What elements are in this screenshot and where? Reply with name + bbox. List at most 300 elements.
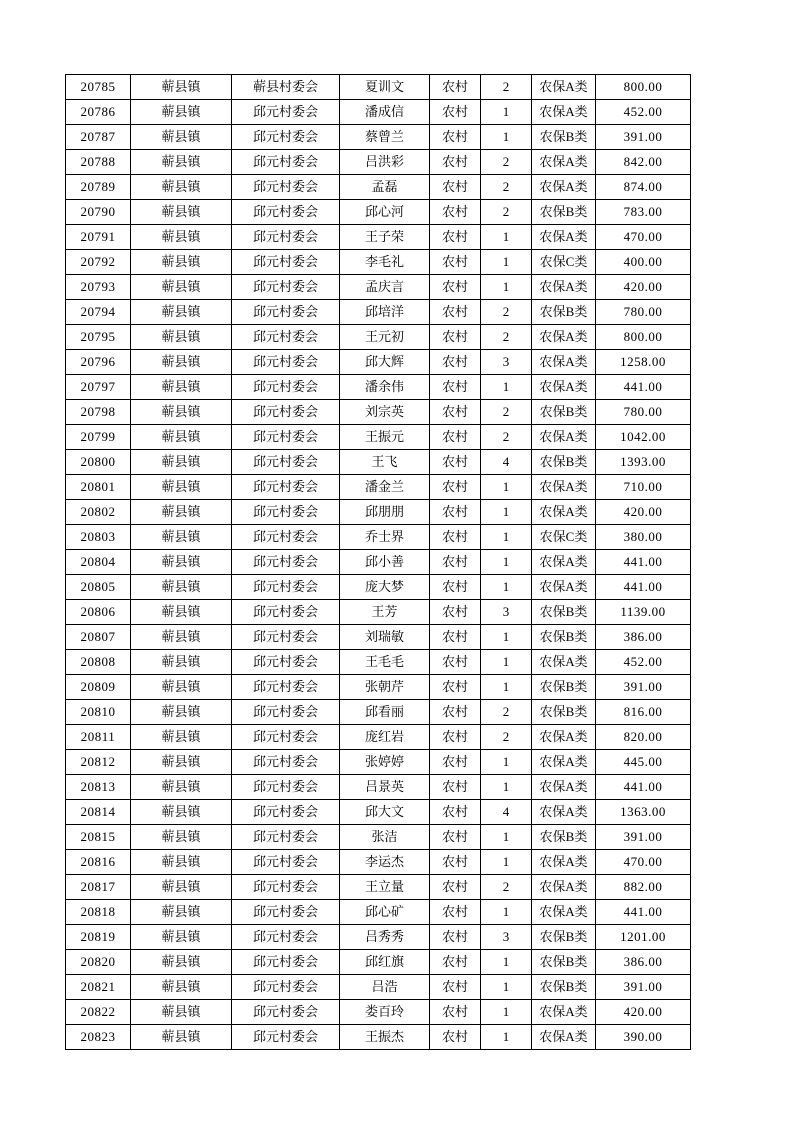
cell-amount: 452.00 [596, 100, 691, 125]
cell-amount: 380.00 [596, 525, 691, 550]
cell-amount: 441.00 [596, 375, 691, 400]
cell-town: 蕲县镇 [131, 825, 232, 850]
cell-record-id: 20795 [66, 325, 131, 350]
cell-village-committee: 邱元村委会 [232, 350, 340, 375]
cell-insurance-category: 农保A类 [532, 900, 596, 925]
cell-town: 蕲县镇 [131, 1025, 232, 1050]
cell-village-committee: 邱元村委会 [232, 450, 340, 475]
cell-insurance-category: 农保A类 [532, 375, 596, 400]
cell-residence-type: 农村 [430, 825, 481, 850]
cell-person-name: 邱大文 [340, 800, 430, 825]
cell-residence-type: 农村 [430, 225, 481, 250]
table-row [66, 150, 691, 175]
cell-amount: 816.00 [596, 700, 691, 725]
cell-person-count: 1 [481, 1000, 532, 1025]
cell-person-name: 王振元 [340, 425, 430, 450]
cell-insurance-category: 农保A类 [532, 350, 596, 375]
cell-amount: 470.00 [596, 225, 691, 250]
cell-person-count: 2 [481, 200, 532, 225]
cell-village-committee: 邱元村委会 [232, 225, 340, 250]
cell-person-name: 王振杰 [340, 1025, 430, 1050]
cell-person-name: 孟磊 [340, 175, 430, 200]
cell-residence-type: 农村 [430, 650, 481, 675]
cell-amount: 390.00 [596, 1025, 691, 1050]
table-row [66, 550, 691, 575]
cell-town: 蕲县镇 [131, 600, 232, 625]
cell-person-name: 张朝芹 [340, 675, 430, 700]
cell-town: 蕲县镇 [131, 875, 232, 900]
cell-amount: 441.00 [596, 575, 691, 600]
cell-record-id: 20818 [66, 900, 131, 925]
cell-person-name: 邱朋朋 [340, 500, 430, 525]
table-row [66, 100, 691, 125]
cell-town: 蕲县镇 [131, 950, 232, 975]
cell-residence-type: 农村 [430, 125, 481, 150]
cell-person-name: 吕景英 [340, 775, 430, 800]
cell-residence-type: 农村 [430, 875, 481, 900]
cell-amount: 452.00 [596, 650, 691, 675]
cell-record-id: 20790 [66, 200, 131, 225]
cell-record-id: 20822 [66, 1000, 131, 1025]
cell-record-id: 20787 [66, 125, 131, 150]
cell-amount: 842.00 [596, 150, 691, 175]
cell-record-id: 20797 [66, 375, 131, 400]
cell-record-id: 20789 [66, 175, 131, 200]
cell-residence-type: 农村 [430, 675, 481, 700]
cell-record-id: 20803 [66, 525, 131, 550]
cell-person-name: 王立量 [340, 875, 430, 900]
cell-person-name: 刘瑞敏 [340, 625, 430, 650]
cell-amount: 400.00 [596, 250, 691, 275]
cell-town: 蕲县镇 [131, 150, 232, 175]
cell-residence-type: 农村 [430, 300, 481, 325]
table-row [66, 525, 691, 550]
cell-town: 蕲县镇 [131, 625, 232, 650]
table-row [66, 475, 691, 500]
cell-person-count: 1 [481, 275, 532, 300]
cell-person-count: 3 [481, 925, 532, 950]
cell-residence-type: 农村 [430, 100, 481, 125]
cell-town: 蕲县镇 [131, 450, 232, 475]
cell-amount: 391.00 [596, 825, 691, 850]
cell-residence-type: 农村 [430, 200, 481, 225]
cell-record-id: 20811 [66, 725, 131, 750]
cell-record-id: 20792 [66, 250, 131, 275]
table-row [66, 175, 691, 200]
cell-person-count: 1 [481, 775, 532, 800]
cell-person-count: 1 [481, 650, 532, 675]
cell-record-id: 20798 [66, 400, 131, 425]
cell-village-committee: 邱元村委会 [232, 325, 340, 350]
table-row [66, 900, 691, 925]
cell-residence-type: 农村 [430, 525, 481, 550]
cell-village-committee: 邱元村委会 [232, 925, 340, 950]
cell-residence-type: 农村 [430, 375, 481, 400]
cell-person-count: 1 [481, 825, 532, 850]
cell-residence-type: 农村 [430, 400, 481, 425]
cell-town: 蕲县镇 [131, 1000, 232, 1025]
cell-amount: 420.00 [596, 1000, 691, 1025]
cell-amount: 386.00 [596, 625, 691, 650]
cell-residence-type: 农村 [430, 900, 481, 925]
cell-amount: 710.00 [596, 475, 691, 500]
cell-person-name: 李毛礼 [340, 250, 430, 275]
cell-record-id: 20808 [66, 650, 131, 675]
cell-residence-type: 农村 [430, 500, 481, 525]
cell-person-count: 2 [481, 725, 532, 750]
cell-insurance-category: 农保A类 [532, 175, 596, 200]
table-row [66, 300, 691, 325]
cell-insurance-category: 农保A类 [532, 850, 596, 875]
cell-amount: 780.00 [596, 400, 691, 425]
cell-residence-type: 农村 [430, 175, 481, 200]
cell-record-id: 20814 [66, 800, 131, 825]
cell-town: 蕲县镇 [131, 675, 232, 700]
cell-insurance-category: 农保A类 [532, 100, 596, 125]
cell-amount: 441.00 [596, 775, 691, 800]
cell-insurance-category: 农保A类 [532, 425, 596, 450]
cell-record-id: 20796 [66, 350, 131, 375]
cell-village-committee: 邱元村委会 [232, 550, 340, 575]
cell-person-count: 2 [481, 150, 532, 175]
cell-record-id: 20819 [66, 925, 131, 950]
cell-residence-type: 农村 [430, 75, 481, 100]
cell-person-count: 1 [481, 525, 532, 550]
cell-person-name: 邱大辉 [340, 350, 430, 375]
cell-town: 蕲县镇 [131, 550, 232, 575]
cell-amount: 1258.00 [596, 350, 691, 375]
cell-town: 蕲县镇 [131, 650, 232, 675]
cell-village-committee: 邱元村委会 [232, 775, 340, 800]
table-row [66, 1000, 691, 1025]
cell-person-name: 庞红岩 [340, 725, 430, 750]
cell-town: 蕲县镇 [131, 250, 232, 275]
cell-amount: 470.00 [596, 850, 691, 875]
cell-insurance-category: 农保B类 [532, 975, 596, 1000]
table-body [66, 75, 691, 1050]
cell-insurance-category: 农保B类 [532, 950, 596, 975]
cell-village-committee: 邱元村委会 [232, 600, 340, 625]
cell-person-count: 1 [481, 550, 532, 575]
cell-insurance-category: 农保A类 [532, 1025, 596, 1050]
cell-town: 蕲县镇 [131, 750, 232, 775]
cell-record-id: 20800 [66, 450, 131, 475]
cell-town: 蕲县镇 [131, 100, 232, 125]
cell-village-committee: 邱元村委会 [232, 625, 340, 650]
cell-person-name: 邱培洋 [340, 300, 430, 325]
cell-record-id: 20813 [66, 775, 131, 800]
cell-residence-type: 农村 [430, 350, 481, 375]
cell-person-count: 1 [481, 900, 532, 925]
cell-residence-type: 农村 [430, 275, 481, 300]
cell-town: 蕲县镇 [131, 425, 232, 450]
cell-insurance-category: 农保C类 [532, 250, 596, 275]
cell-residence-type: 农村 [430, 725, 481, 750]
cell-village-committee: 邱元村委会 [232, 975, 340, 1000]
cell-person-name: 庞大梦 [340, 575, 430, 600]
cell-person-name: 邱看丽 [340, 700, 430, 725]
table-row [66, 125, 691, 150]
cell-residence-type: 农村 [430, 625, 481, 650]
cell-village-committee: 邱元村委会 [232, 850, 340, 875]
cell-person-count: 2 [481, 425, 532, 450]
cell-amount: 882.00 [596, 875, 691, 900]
cell-village-committee: 邱元村委会 [232, 175, 340, 200]
cell-record-id: 20794 [66, 300, 131, 325]
cell-village-committee: 邱元村委会 [232, 1000, 340, 1025]
cell-town: 蕲县镇 [131, 300, 232, 325]
cell-village-committee: 邱元村委会 [232, 100, 340, 125]
cell-person-count: 1 [481, 850, 532, 875]
cell-person-name: 张洁 [340, 825, 430, 850]
cell-insurance-category: 农保B类 [532, 700, 596, 725]
cell-person-count: 1 [481, 475, 532, 500]
cell-insurance-category: 农保B类 [532, 200, 596, 225]
cell-record-id: 20812 [66, 750, 131, 775]
cell-insurance-category: 农保A类 [532, 225, 596, 250]
cell-person-name: 潘金兰 [340, 475, 430, 500]
cell-amount: 391.00 [596, 675, 691, 700]
cell-person-name: 邱心河 [340, 200, 430, 225]
cell-insurance-category: 农保B类 [532, 400, 596, 425]
cell-residence-type: 农村 [430, 800, 481, 825]
cell-record-id: 20791 [66, 225, 131, 250]
cell-person-name: 王毛毛 [340, 650, 430, 675]
cell-town: 蕲县镇 [131, 175, 232, 200]
cell-person-name: 吕浩 [340, 975, 430, 1000]
cell-residence-type: 农村 [430, 750, 481, 775]
cell-person-count: 2 [481, 300, 532, 325]
cell-person-count: 3 [481, 600, 532, 625]
table-row [66, 575, 691, 600]
cell-insurance-category: 农保A类 [532, 500, 596, 525]
cell-insurance-category: 农保B类 [532, 450, 596, 475]
cell-person-count: 1 [481, 1025, 532, 1050]
table-row [66, 1025, 691, 1050]
cell-person-count: 2 [481, 75, 532, 100]
cell-person-name: 潘成信 [340, 100, 430, 125]
cell-town: 蕲县镇 [131, 900, 232, 925]
cell-insurance-category: 农保B类 [532, 125, 596, 150]
cell-insurance-category: 农保A类 [532, 275, 596, 300]
cell-amount: 1363.00 [596, 800, 691, 825]
cell-town: 蕲县镇 [131, 700, 232, 725]
cell-town: 蕲县镇 [131, 775, 232, 800]
table-row [66, 775, 691, 800]
cell-village-committee: 邱元村委会 [232, 700, 340, 725]
table-row [66, 425, 691, 450]
cell-amount: 441.00 [596, 900, 691, 925]
cell-amount: 1393.00 [596, 450, 691, 475]
cell-person-name: 李运杰 [340, 850, 430, 875]
cell-village-committee: 邱元村委会 [232, 525, 340, 550]
cell-person-count: 3 [481, 350, 532, 375]
cell-person-count: 1 [481, 950, 532, 975]
table-row [66, 225, 691, 250]
cell-person-name: 张婷婷 [340, 750, 430, 775]
cell-person-count: 1 [481, 225, 532, 250]
table-row [66, 325, 691, 350]
cell-person-count: 1 [481, 375, 532, 400]
cell-person-count: 2 [481, 325, 532, 350]
cell-person-name: 娄百玲 [340, 1000, 430, 1025]
cell-town: 蕲县镇 [131, 525, 232, 550]
cell-insurance-category: 农保C类 [532, 525, 596, 550]
cell-town: 蕲县镇 [131, 850, 232, 875]
cell-residence-type: 农村 [430, 450, 481, 475]
cell-residence-type: 农村 [430, 575, 481, 600]
cell-person-name: 邱小善 [340, 550, 430, 575]
cell-residence-type: 农村 [430, 975, 481, 1000]
cell-amount: 386.00 [596, 950, 691, 975]
cell-village-committee: 邱元村委会 [232, 150, 340, 175]
table-row [66, 825, 691, 850]
cell-person-name: 王元初 [340, 325, 430, 350]
cell-person-count: 1 [481, 575, 532, 600]
cell-residence-type: 农村 [430, 250, 481, 275]
table-row [66, 875, 691, 900]
cell-person-count: 1 [481, 975, 532, 1000]
cell-record-id: 20816 [66, 850, 131, 875]
table-row [66, 725, 691, 750]
cell-residence-type: 农村 [430, 925, 481, 950]
cell-insurance-category: 农保A类 [532, 75, 596, 100]
cell-amount: 800.00 [596, 325, 691, 350]
cell-village-committee: 邱元村委会 [232, 875, 340, 900]
cell-record-id: 20786 [66, 100, 131, 125]
cell-person-count: 1 [481, 100, 532, 125]
cell-person-name: 吕洪彩 [340, 150, 430, 175]
table-row [66, 250, 691, 275]
cell-village-committee: 邱元村委会 [232, 725, 340, 750]
cell-amount: 391.00 [596, 975, 691, 1000]
table-row [66, 675, 691, 700]
cell-village-committee: 邱元村委会 [232, 500, 340, 525]
cell-amount: 783.00 [596, 200, 691, 225]
cell-village-committee: 邱元村委会 [232, 950, 340, 975]
cell-residence-type: 农村 [430, 425, 481, 450]
cell-person-name: 王飞 [340, 450, 430, 475]
cell-record-id: 20817 [66, 875, 131, 900]
cell-town: 蕲县镇 [131, 375, 232, 400]
table-row [66, 500, 691, 525]
cell-record-id: 20821 [66, 975, 131, 1000]
cell-village-committee: 邱元村委会 [232, 375, 340, 400]
cell-insurance-category: 农保A类 [532, 875, 596, 900]
cell-village-committee: 蕲县村委会 [232, 75, 340, 100]
cell-village-committee: 邱元村委会 [232, 400, 340, 425]
cell-residence-type: 农村 [430, 325, 481, 350]
cell-person-name: 邱心矿 [340, 900, 430, 925]
cell-amount: 800.00 [596, 75, 691, 100]
cell-town: 蕲县镇 [131, 475, 232, 500]
cell-village-committee: 邱元村委会 [232, 275, 340, 300]
cell-person-name: 邱红旗 [340, 950, 430, 975]
table-row [66, 600, 691, 625]
cell-record-id: 20807 [66, 625, 131, 650]
cell-insurance-category: 农保A类 [532, 325, 596, 350]
table-row [66, 200, 691, 225]
cell-person-name: 孟庆言 [340, 275, 430, 300]
cell-insurance-category: 农保A类 [532, 650, 596, 675]
table-row [66, 650, 691, 675]
cell-village-committee: 邱元村委会 [232, 900, 340, 925]
cell-town: 蕲县镇 [131, 500, 232, 525]
cell-village-committee: 邱元村委会 [232, 250, 340, 275]
cell-person-count: 2 [481, 175, 532, 200]
cell-record-id: 20823 [66, 1025, 131, 1050]
cell-village-committee: 邱元村委会 [232, 575, 340, 600]
cell-record-id: 20820 [66, 950, 131, 975]
cell-town: 蕲县镇 [131, 275, 232, 300]
cell-amount: 1042.00 [596, 425, 691, 450]
cell-person-count: 2 [481, 700, 532, 725]
cell-village-committee: 邱元村委会 [232, 650, 340, 675]
cell-town: 蕲县镇 [131, 225, 232, 250]
cell-record-id: 20801 [66, 475, 131, 500]
cell-insurance-category: 农保A类 [532, 725, 596, 750]
cell-residence-type: 农村 [430, 150, 481, 175]
table-row [66, 975, 691, 1000]
cell-record-id: 20793 [66, 275, 131, 300]
cell-village-committee: 邱元村委会 [232, 425, 340, 450]
cell-record-id: 20785 [66, 75, 131, 100]
cell-insurance-category: 农保A类 [532, 750, 596, 775]
cell-person-count: 1 [481, 125, 532, 150]
table-row [66, 750, 691, 775]
cell-village-committee: 邱元村委会 [232, 800, 340, 825]
cell-village-committee: 邱元村委会 [232, 125, 340, 150]
cell-person-name: 吕秀秀 [340, 925, 430, 950]
cell-amount: 820.00 [596, 725, 691, 750]
cell-town: 蕲县镇 [131, 400, 232, 425]
cell-insurance-category: 农保A类 [532, 550, 596, 575]
table-row [66, 800, 691, 825]
cell-person-count: 1 [481, 625, 532, 650]
cell-record-id: 20810 [66, 700, 131, 725]
cell-village-committee: 邱元村委会 [232, 750, 340, 775]
cell-person-name: 刘宗英 [340, 400, 430, 425]
cell-amount: 420.00 [596, 500, 691, 525]
table-row [66, 375, 691, 400]
cell-village-committee: 邱元村委会 [232, 200, 340, 225]
cell-insurance-category: 农保A类 [532, 775, 596, 800]
cell-town: 蕲县镇 [131, 325, 232, 350]
cell-amount: 391.00 [596, 125, 691, 150]
cell-residence-type: 农村 [430, 1025, 481, 1050]
cell-residence-type: 农村 [430, 550, 481, 575]
cell-residence-type: 农村 [430, 700, 481, 725]
cell-town: 蕲县镇 [131, 925, 232, 950]
cell-village-committee: 邱元村委会 [232, 675, 340, 700]
cell-person-name: 夏训文 [340, 75, 430, 100]
cell-person-name: 蔡曾兰 [340, 125, 430, 150]
cell-amount: 874.00 [596, 175, 691, 200]
cell-residence-type: 农村 [430, 475, 481, 500]
cell-record-id: 20815 [66, 825, 131, 850]
cell-village-committee: 邱元村委会 [232, 475, 340, 500]
cell-person-count: 2 [481, 875, 532, 900]
cell-person-count: 1 [481, 750, 532, 775]
cell-person-count: 2 [481, 400, 532, 425]
cell-amount: 1139.00 [596, 600, 691, 625]
cell-record-id: 20809 [66, 675, 131, 700]
cell-person-count: 1 [481, 675, 532, 700]
cell-town: 蕲县镇 [131, 725, 232, 750]
cell-record-id: 20799 [66, 425, 131, 450]
cell-town: 蕲县镇 [131, 200, 232, 225]
cell-insurance-category: 农保A类 [532, 575, 596, 600]
